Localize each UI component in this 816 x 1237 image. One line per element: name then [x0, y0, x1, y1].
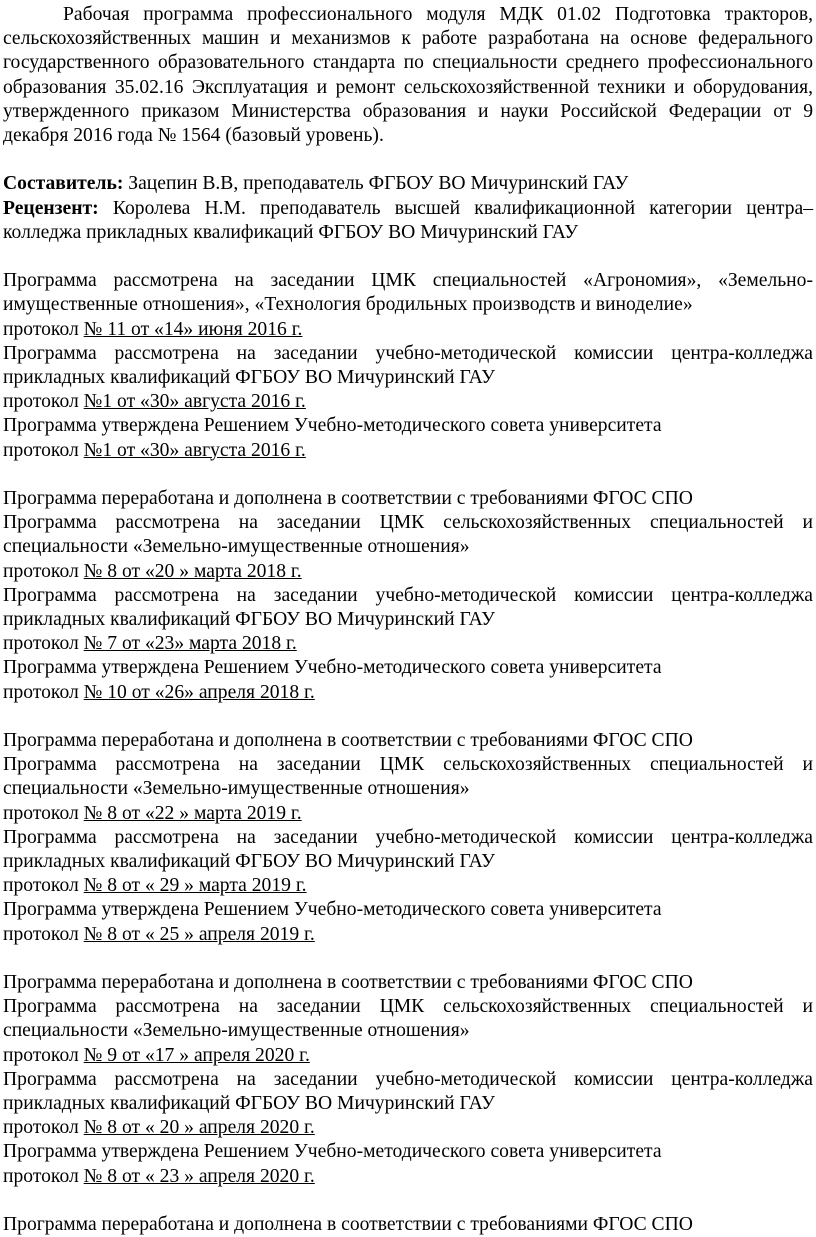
revised-final: Программа переработана и дополнена в соответствии с требованиями ФГОС СПО	[3, 1214, 693, 1236]
cmk-protocol-2018	[0, 560, 816, 584]
protocol-prefix: протокол	[3, 1044, 84, 1066]
cmk-protocol-2016	[0, 318, 816, 342]
protocol-number: № 8 от «20 » марта 2018 г.	[83, 560, 302, 582]
protocol-number: №1 от «30» августа 2016 г.	[83, 391, 306, 413]
protocol-number: № 7 от «23» марта 2018 г.	[83, 633, 297, 655]
umk-2020: Программа рассмотрена на заседании учебно-методической комиссии центра-колледжа прикладных квалификаций ФГБОУ ВО Мичуринский ГАУ	[3, 1068, 813, 1115]
protocol-prefix: протокол	[3, 439, 84, 461]
protocol-number: № 8 от « 23 » апреля 2020 г.	[83, 1165, 315, 1187]
umk-protocol-2018	[0, 632, 816, 656]
council-2018: Программа утверждена Решением Учебно-методического совета университета	[3, 657, 662, 679]
spacer	[0, 705, 816, 729]
intro-paragraph: Рабочая программа профессионального модуля МДК 01.02 Подготовка тракторов, сельскохозяйственных машин и механизмов к работе разработана на основе федерального государственного образовательного стандарта по специальности среднего профессионального образования 35.02.16 Эксплуатация и ремонт сельскохозяйственной техники и оборудования, утвержденного приказом Министерства образования и науки Российской Федерации от 9 декабря 2016 года № 1564 (базовый уровень).	[3, 4, 813, 147]
umk-2016: Программа рассмотрена на заседании учебно-методической комиссии центра-колледжа прикладных квалификаций ФГБОУ ВО Мичуринский ГАУ	[3, 342, 813, 389]
umk-2018: Программа рассмотрена на заседании учебно-методической комиссии центра-колледжа прикладных квалификаций ФГБОУ ВО Мичуринский ГАУ	[3, 584, 813, 631]
spacer	[0, 1189, 816, 1213]
council-protocol-2019	[0, 923, 816, 947]
protocol-number: № 8 от « 25 » апреля 2019 г.	[83, 923, 315, 945]
spacer	[0, 947, 816, 971]
revised-2020: Программа переработана и дополнена в соответствии с требованиями ФГОС СПО	[3, 972, 693, 994]
protocol-prefix: протокол	[3, 633, 84, 655]
protocol-prefix: протокол	[3, 802, 84, 824]
protocol-prefix: протокол	[3, 875, 84, 897]
council-2016: Программа утверждена Решением Учебно-методического совета университета	[3, 415, 662, 437]
protocol-number: № 8 от « 29 » марта 2019 г.	[83, 875, 307, 897]
cmk-2018: Программа рассмотрена на заседании ЦМК сельскохозяйственных специальностей и специальности «Земельно-имущественные отношения»	[3, 512, 813, 558]
cmk-2019: Программа рассмотрена на заседании ЦМК сельскохозяйственных специальностей и специальности «Земельно-имущественные отношения»	[3, 754, 813, 800]
protocol-prefix: протокол	[3, 681, 84, 703]
council-protocol-2020	[0, 1165, 816, 1189]
protocol-number: № 11 от «14» июня 2016 г.	[83, 318, 303, 340]
council-2020: Программа утверждена Решением Учебно-методического совета университета	[3, 1141, 662, 1163]
compiler-label: Составитель:	[3, 173, 124, 195]
cmk-2016: Программа рассмотрена на заседании ЦМК специальностей «Агрономия», «Земельно-имущественные отношения», «Технология бродильных производств и виноделие»	[3, 270, 813, 316]
protocol-number: № 8 от «22 » марта 2019 г.	[83, 802, 302, 824]
protocol-number: № 10 от «26» апреля 2018 г.	[83, 681, 315, 703]
revised-2018: Программа переработана и дополнена в соответствии с требованиями ФГОС СПО	[3, 488, 693, 510]
protocol-number: №1 от «30» августа 2016 г.	[83, 439, 306, 461]
spacer	[0, 148, 816, 172]
umk-protocol-2020	[0, 1116, 816, 1140]
spacer	[0, 245, 816, 269]
council-protocol-2018	[0, 681, 816, 705]
umk-protocol-2016	[0, 390, 816, 414]
protocol-prefix: протокол	[3, 1117, 84, 1139]
protocol-number: № 8 от « 20 » апреля 2020 г.	[83, 1117, 315, 1139]
cmk-protocol-2020	[0, 1044, 816, 1068]
cmk-protocol-2019	[0, 802, 816, 826]
reviewer-text: Королева Н.М. преподаватель высшей квалификационной категории центра–колледжа прикладных квалификаций ФГБОУ ВО Мичуринский ГАУ	[3, 197, 813, 243]
compiler-text: Зацепин В.В, преподаватель ФГБОУ ВО Мичуринский ГАУ	[123, 173, 629, 195]
council-2019: Программа утверждена Решением Учебно-методического совета университета	[3, 899, 662, 921]
protocol-prefix: протокол	[3, 1165, 84, 1187]
reviewer-line	[0, 197, 816, 245]
protocol-prefix: протокол	[3, 923, 84, 945]
protocol-prefix: протокол	[3, 318, 84, 340]
umk-protocol-2019	[0, 874, 816, 898]
revised-2019: Программа переработана и дополнена в соответствии с требованиями ФГОС СПО	[3, 730, 693, 752]
umk-2019: Программа рассмотрена на заседании учебно-методической комиссии центра-колледжа прикладных квалификаций ФГБОУ ВО Мичуринский ГАУ	[3, 826, 813, 873]
cmk-2020: Программа рассмотрена на заседании ЦМК сельскохозяйственных специальностей и специальности «Земельно-имущественные отношения»	[3, 996, 813, 1042]
protocol-prefix: протокол	[3, 391, 84, 413]
spacer	[0, 463, 816, 487]
protocol-number: № 9 от «17 » апреля 2020 г.	[83, 1044, 310, 1066]
compiler-line	[0, 172, 816, 196]
protocol-prefix: протокол	[3, 560, 84, 582]
council-protocol-2016	[0, 439, 816, 463]
reviewer-label: Рецензент:	[3, 197, 99, 219]
